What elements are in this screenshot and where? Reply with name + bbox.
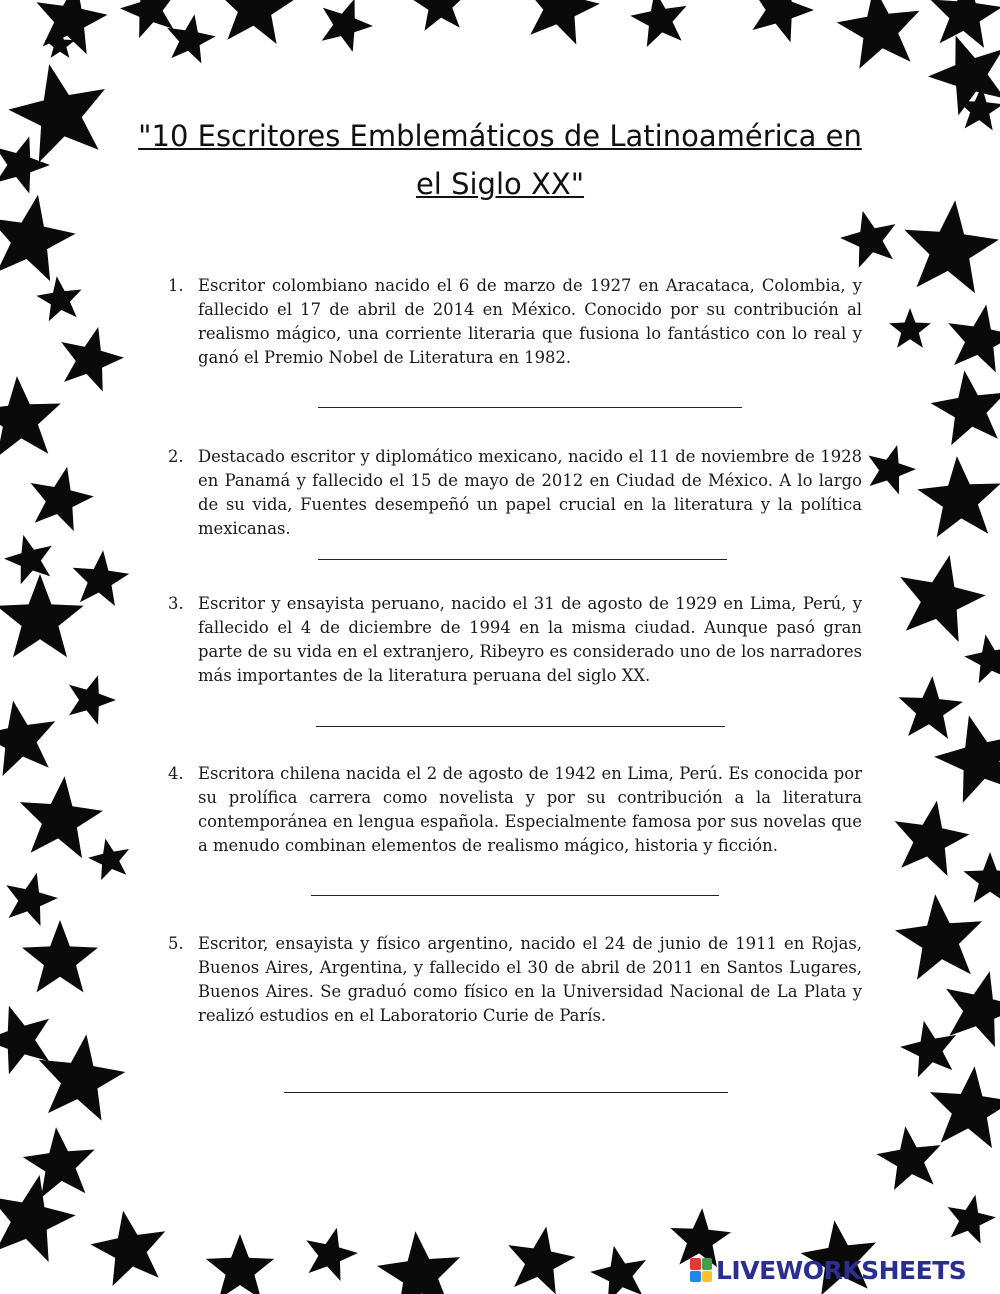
answer-line-1[interactable] — [318, 405, 742, 408]
star-decoration — [377, 1231, 460, 1294]
star-decoration — [206, 1234, 274, 1294]
star-decoration — [0, 1006, 49, 1074]
question-1 — [168, 274, 862, 370]
question-number: 5. — [168, 934, 184, 953]
question-number: 3. — [168, 594, 184, 613]
star-decoration — [930, 1066, 1000, 1148]
star-decoration — [88, 839, 129, 881]
star-decoration — [963, 852, 1000, 903]
question-2 — [168, 445, 862, 541]
star-decoration — [6, 873, 58, 926]
star-decoration — [948, 305, 1000, 373]
star-decoration — [216, 0, 296, 44]
star-decoration — [900, 1021, 956, 1078]
star-decoration — [590, 1246, 646, 1294]
star-decoration — [22, 920, 98, 992]
star-decoration — [753, 0, 815, 42]
star-decoration — [73, 550, 130, 606]
star-decoration — [931, 370, 1000, 445]
question-5 — [168, 932, 862, 1028]
star-decoration — [4, 535, 52, 584]
star-decoration — [20, 776, 103, 858]
star-decoration — [0, 1175, 76, 1262]
star-decoration — [0, 195, 76, 282]
star-decoration — [877, 1126, 941, 1190]
star-decoration — [69, 675, 116, 724]
question-4 — [168, 762, 862, 858]
star-decoration — [889, 308, 931, 348]
star-decoration — [167, 14, 216, 63]
star-decoration — [525, 0, 599, 44]
question-number: 2. — [168, 447, 184, 466]
star-decoration — [904, 200, 999, 293]
question-number: 4. — [168, 764, 184, 783]
star-decoration — [917, 456, 1000, 537]
star-decoration — [964, 634, 1000, 683]
star-decoration — [895, 894, 982, 980]
star-decoration — [120, 0, 175, 38]
star-decoration — [322, 0, 373, 52]
answer-line-2[interactable] — [318, 557, 727, 560]
star-decoration — [895, 801, 970, 876]
question-text: Escritora chilena nacida el 2 de agosto de 1942 en Lima, Perú. Es conocida por su prolífica carrera como novelista y por su contribución a la literatura contemporánea en lengua española. Especialmente famosa por sus novelas que a menudo combinan elementos de realismo mágico, historia y ficción. — [198, 764, 862, 855]
question-text: Destacado escritor y diplomático mexicano, nacido el 11 de noviembre de 1928 en Panamá y fallecido el 15 de mayo de 2012 en Ciudad de México. A lo largo de su vida, Fuentes desempeñó un papel crucial en la literatura y la política mexicanas. — [198, 447, 862, 538]
question-number: 1. — [168, 276, 184, 295]
star-decoration — [61, 327, 124, 392]
liveworksheets-logo-icon — [690, 1258, 712, 1282]
page-title: "10 Escritores Emblemáticos de Latinoamérica en el Siglo XX" — [138, 119, 862, 201]
star-decoration — [0, 376, 61, 457]
question-text: Escritor colombiano nacido el 6 de marzo de 1927 en Aracataca, Colombia, y fallecido el 17 de abril de 2014 en México. Conocido por su contribución al realismo mágico, una corriente literaria que fusiona lo fantástico con lo real y ganó el Premio Nobel de Literatura en 1982. — [198, 276, 862, 367]
star-decoration — [948, 1195, 996, 1244]
question-3 — [168, 592, 862, 688]
star-decoration — [868, 445, 916, 494]
answer-line-3[interactable] — [316, 724, 725, 727]
star-decoration — [39, 1034, 126, 1120]
star-decoration — [837, 0, 920, 69]
star-decoration — [31, 467, 94, 531]
question-text: Escritor, ensayista y físico argentino, nacido el 24 de junio de 1911 en Rojas, Buenos Aires, Argentina, y fallecido el 30 de abril de 2011 en Santos Lugares, Buenos Aires. Se graduó como físico en la Universidad Nacional de La Plata y realizó estudios en el Laboratorio Curie de París. — [198, 934, 862, 1025]
star-decoration — [900, 555, 986, 642]
answer-line-4[interactable] — [311, 893, 719, 896]
star-decoration — [306, 1228, 358, 1281]
star-decoration — [36, 276, 81, 321]
logo-text: LIVEWORKSHEETS — [716, 1255, 967, 1285]
star-decoration — [0, 574, 84, 657]
star-decoration — [840, 211, 895, 268]
star-decoration — [508, 1227, 575, 1294]
star-decoration — [899, 676, 964, 739]
star-decoration — [411, 0, 468, 31]
question-text: Escritor y ensayista peruano, nacido el 31 de agosto de 1929 en Lima, Perú, y fallecido el 4 de diciembre de 1994 en la misma ciudad. Aunque pasó gran parte de su vida en el extranjero, Ribeyro es considerado uno de los narradores más importantes de la literatura peruana del siglo XX. — [198, 594, 862, 685]
star-decoration — [0, 701, 55, 776]
answer-line-5[interactable] — [284, 1090, 728, 1093]
star-decoration — [930, 0, 1000, 48]
star-decoration — [630, 0, 686, 47]
star-decoration — [90, 1211, 165, 1286]
liveworksheets-logo[interactable] — [690, 1255, 990, 1285]
star-decoration — [36, 0, 107, 54]
